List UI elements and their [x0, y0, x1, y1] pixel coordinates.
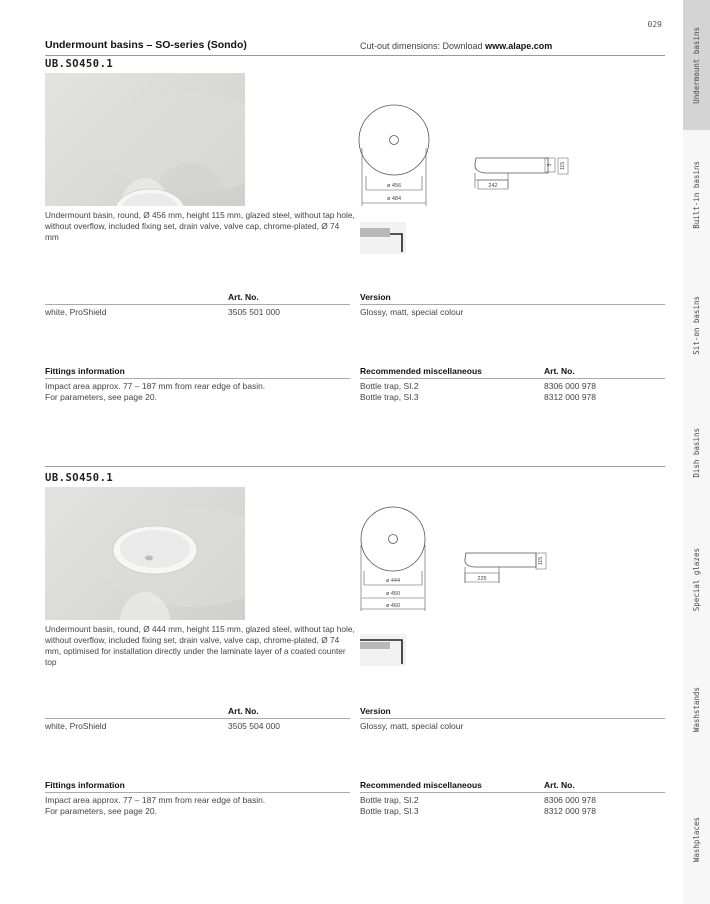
misc-item-art: 8312 000 978 [544, 806, 596, 816]
sidebar-tab-label: Special glazes [692, 548, 701, 612]
misc-item-name: Bottle trap, SI.3 [360, 392, 419, 402]
sidebar-tab-label: Washplaces [692, 816, 701, 863]
version-value: Glossy, matt, special colour [360, 307, 464, 317]
sidebar-tab-washstands[interactable] [683, 645, 710, 775]
installation-detail-icon [360, 634, 406, 666]
drawing-diameter-2: ø 450 [385, 591, 401, 597]
sidebar-tab-label: Dish basins [692, 427, 701, 478]
version-header: Version [360, 706, 391, 716]
fittings-line: For parameters, see page 20. [45, 392, 157, 402]
misc-item-art: 8306 000 978 [544, 381, 596, 391]
cutout-link[interactable]: www.alape.com [485, 41, 553, 51]
table-rule [45, 304, 350, 305]
drawing-width: 225 [477, 576, 487, 582]
fittings-line: For parameters, see page 20. [45, 806, 157, 816]
page-title: Undermount basins – SO-series (Sondo) [45, 39, 247, 51]
header-divider [45, 55, 665, 56]
table-rule [360, 718, 665, 719]
table-rule [360, 378, 665, 379]
sidebar-tab-built-in-basins[interactable] [683, 130, 710, 260]
misc-header: Recommended miscellaneous [360, 366, 482, 376]
table-rule [360, 792, 665, 793]
sidebar-tab-washplaces[interactable] [683, 775, 710, 904]
technical-drawing [358, 505, 588, 615]
misc-item-art: 8312 000 978 [544, 392, 596, 402]
table-rule [45, 718, 350, 719]
product-photo [45, 73, 245, 206]
misc-header: Recommended miscellaneous [360, 780, 482, 790]
version-value: Glossy, matt, special colour [360, 721, 464, 731]
product-code: UB.SO450.1 [45, 472, 114, 484]
drawing-diameter-3: ø 460 [385, 603, 401, 609]
fittings-line: Impact area approx. 77 – 187 mm from rear edge of basin. [45, 381, 266, 391]
misc-item-name: Bottle trap, SI.2 [360, 381, 419, 391]
misc-art-header: Art. No. [544, 780, 575, 790]
drawing-diameter-2: ø 484 [386, 196, 402, 202]
installation-detail-icon [360, 222, 406, 254]
drawing-diameter-1: ø 456 [386, 183, 402, 189]
fittings-header: Fittings information [45, 780, 125, 790]
product-code: UB.SO450.1 [45, 58, 114, 70]
sidebar-tab-sit-on-basins[interactable] [683, 260, 710, 390]
drawing-width: 242 [488, 183, 498, 189]
misc-item-art: 8306 000 978 [544, 795, 596, 805]
section-divider [45, 466, 665, 467]
sidebar-tab-label: Washstands [692, 687, 701, 733]
product-description: Undermount basin, round, Ø 456 mm, height 115 mm, glazed steel, without tap hole, without overflow, included fixing set, drain valve, valve cap, chrome-plated, Ø 74 mm [45, 210, 355, 242]
sidebar-tab-undermount-basins[interactable] [683, 0, 710, 130]
art-number: 3505 504 000 [228, 721, 280, 731]
sidebar-tab-dish-basins[interactable] [683, 390, 710, 515]
table-rule [45, 792, 350, 793]
misc-item-name: Bottle trap, SI.3 [360, 806, 419, 816]
technical-drawing [358, 98, 588, 208]
misc-art-header: Art. No. [544, 366, 575, 376]
version-header: Version [360, 292, 391, 302]
fittings-line: Impact area approx. 77 – 187 mm from rear edge of basin. [45, 795, 266, 805]
page-number: 029 [647, 20, 662, 29]
sidebar-tab-label: Built-in basins [692, 161, 701, 229]
variant-label: white, ProShield [45, 307, 107, 317]
drawing-rim: 3 [547, 163, 553, 167]
variant-label: white, ProShield [45, 721, 107, 731]
art-number: 3505 501 000 [228, 307, 280, 317]
drawing-height: 115 [560, 162, 566, 170]
cutout-text: Cut-out dimensions: Download [360, 41, 486, 51]
sidebar-tab-label: Undermount basins [692, 26, 701, 104]
table-rule [45, 378, 350, 379]
product-description: Undermount basin, round, Ø 444 mm, height 115 mm, glazed steel, without tap hole, without overflow, included fixing set, drain valve, valve cap, chrome-plated, Ø 74 mm, optimised for installation directly under the laminate layer of a coated counter top [45, 624, 355, 667]
basin-image [45, 487, 245, 620]
product-photo [45, 487, 245, 620]
fittings-header: Fittings information [45, 366, 125, 376]
cutout-note [360, 41, 552, 51]
sidebar-tab-special-glazes[interactable] [683, 515, 710, 645]
drawing-height: 115 [538, 557, 544, 565]
misc-item-name: Bottle trap, SI.2 [360, 795, 419, 805]
basin-image [45, 73, 245, 206]
art-no-header: Art. No. [228, 292, 259, 302]
art-no-header: Art. No. [228, 706, 259, 716]
sidebar-tab-label: Sit-on basins [692, 295, 701, 355]
table-rule [360, 304, 665, 305]
drawing-diameter-1: ø 444 [385, 578, 401, 584]
